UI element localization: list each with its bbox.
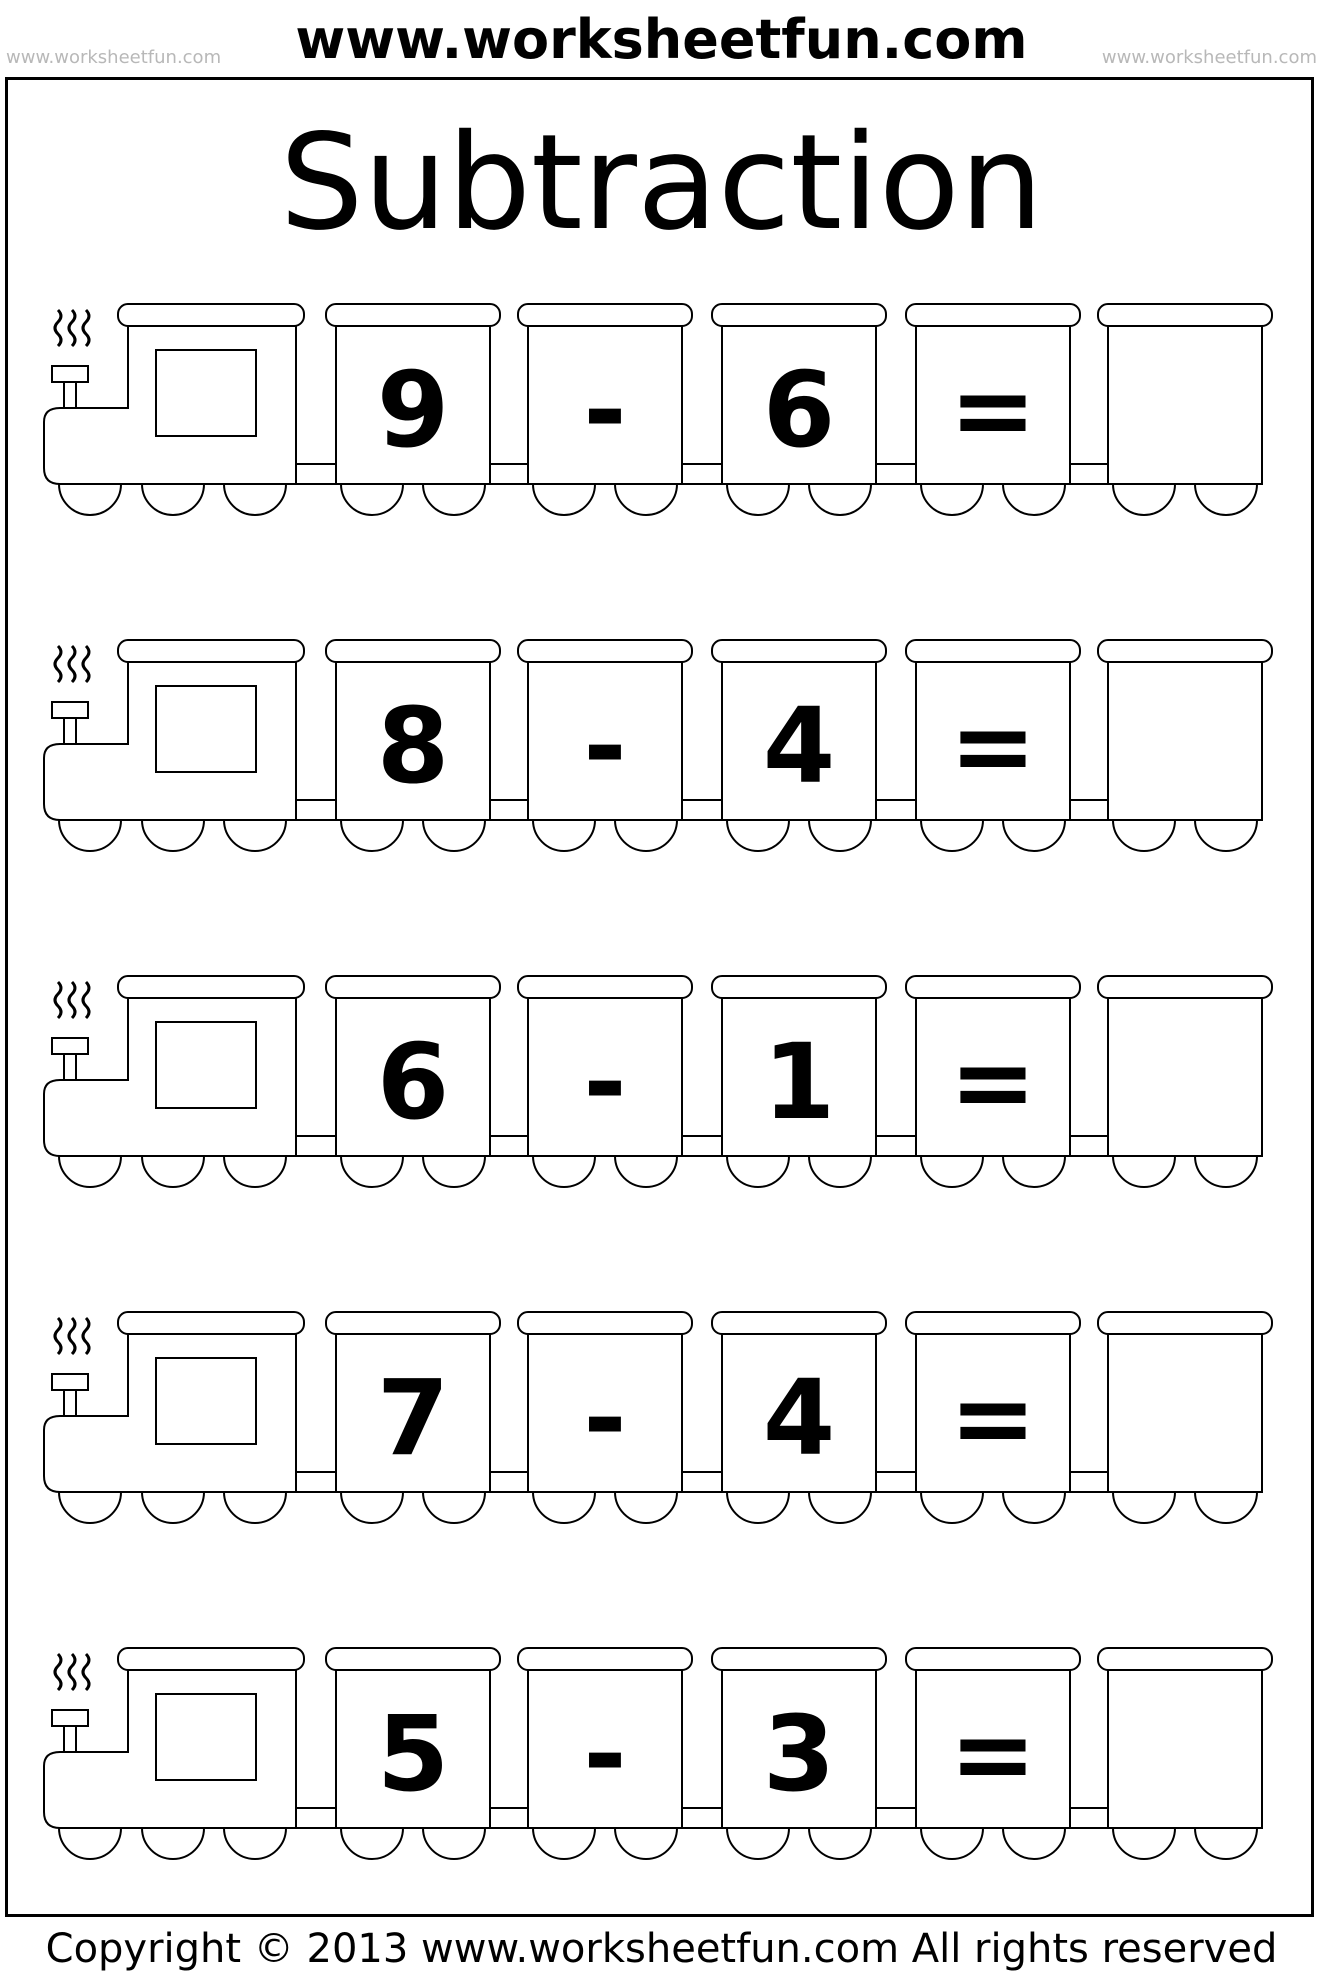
smoke-icon (55, 1318, 89, 1354)
equals-sign: = (949, 1021, 1037, 1143)
answer-box[interactable] (1110, 676, 1260, 816)
train-row (0, 1288, 1323, 1528)
minus-sign: - (583, 1021, 627, 1143)
site-url-left: www.worksheetfun.com (6, 47, 222, 68)
first-number: 9 (376, 349, 450, 471)
minus-sign: - (583, 1357, 627, 1479)
train-row (0, 616, 1323, 856)
train-row (0, 952, 1323, 1192)
second-number: 1 (762, 1021, 836, 1143)
equals-sign: = (949, 685, 1037, 807)
smoke-icon (55, 1654, 89, 1690)
minus-sign: - (583, 349, 627, 471)
page-title: Subtraction (279, 106, 1044, 260)
site-url-right: www.worksheetfun.com (1101, 47, 1317, 68)
site-url-main[interactable]: www.worksheetfun.com (295, 8, 1028, 71)
first-number: 6 (376, 1021, 450, 1143)
second-number: 4 (762, 685, 836, 807)
site-header (0, 6, 1323, 72)
second-number: 6 (762, 349, 836, 471)
answer-box[interactable] (1110, 1012, 1260, 1152)
minus-sign: - (583, 685, 627, 807)
copyright-footer: Copyright © 2013 www.worksheetfun.com All rights reserved (45, 1926, 1278, 1972)
first-number: 8 (376, 685, 450, 807)
second-number: 3 (762, 1693, 836, 1815)
train-row (0, 1624, 1323, 1864)
train-row (0, 280, 1323, 520)
equals-sign: = (949, 349, 1037, 471)
first-number: 5 (376, 1693, 450, 1815)
smoke-icon (55, 646, 89, 682)
answer-box[interactable] (1110, 1684, 1260, 1824)
smoke-icon (55, 982, 89, 1018)
first-number: 7 (376, 1357, 450, 1479)
smoke-icon (55, 310, 89, 346)
second-number: 4 (762, 1357, 836, 1479)
equals-sign: = (949, 1357, 1037, 1479)
equals-sign: = (949, 1693, 1037, 1815)
answer-box[interactable] (1110, 1348, 1260, 1488)
minus-sign: - (583, 1693, 627, 1815)
answer-box[interactable] (1110, 340, 1260, 480)
